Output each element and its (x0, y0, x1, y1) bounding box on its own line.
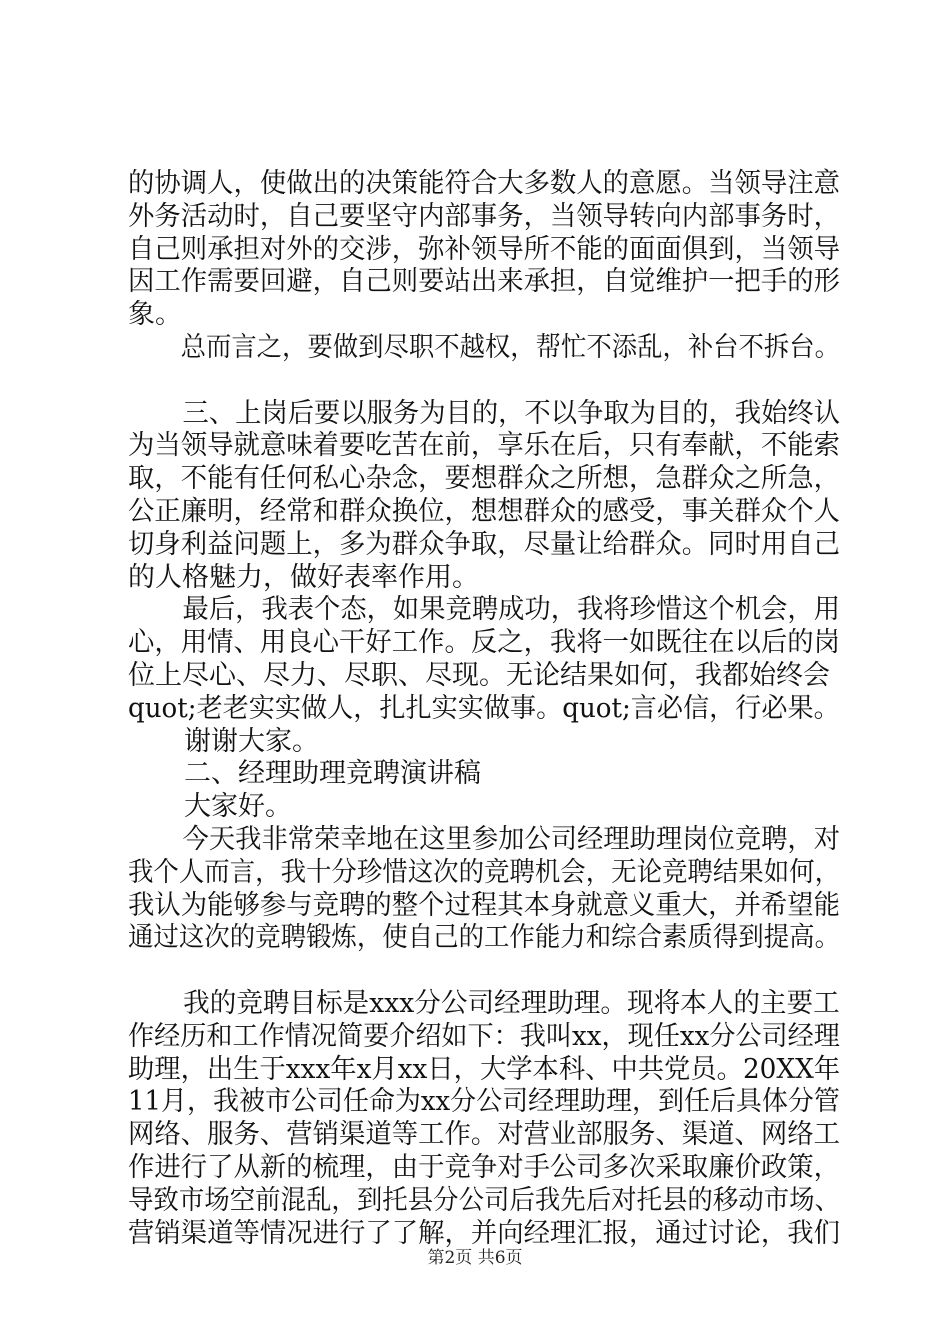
body-line: 总而言之，要做到尽职不越权，帮忙不添乱，补台不拆台。 (180, 331, 840, 363)
body-line: 取，不能有任何私心杂念，要想群众之所想，急群众之所急， (128, 463, 841, 495)
body-line: 今天我非常荣幸地在这里参加公司经理助理岗位竞聘，对 (182, 823, 840, 855)
body-line: 作经历和工作情况简要介绍如下：我叫xx，现任xx分公司经理 (128, 1020, 840, 1052)
body-line: 象。 (128, 299, 182, 331)
body-line: 我个人而言，我十分珍惜这次的竞聘机会，无论竞聘结果如何， (128, 856, 841, 888)
page-footer: 第2页 共6页 (427, 1248, 523, 1268)
body-line: 11月，我被市公司任命为xx分公司经理助理，到任后具体分管 (128, 1086, 840, 1118)
body-line: 公正廉明，经常和群众换位，想想群众的感受，事关群众个人 (128, 495, 841, 527)
section-heading: 二、经理助理竞聘演讲稿 (184, 758, 481, 790)
body-line: 心，用情、用良心干好工作。反之，我将一如既往在以后的岗 (128, 627, 841, 659)
body-line: 导致市场空前混乱，到托县分公司后我先后对托县的移动市场、 (128, 1184, 841, 1216)
body-line: 我的竞聘目标是xxx分公司经理助理。现将本人的主要工 (183, 987, 840, 1019)
paragraph-gap (128, 955, 840, 988)
body-line: 为当领导就意味着要吃苦在前，享乐在后，只有奉献，不能索 (128, 430, 841, 462)
body-line: 大家好。 (184, 791, 292, 823)
body-line: quot;老老实实做人，扎扎实实做事。quot;言必信，行必果。 (128, 692, 840, 724)
body-line: 的协调人，使做出的决策能符合大多数人的意愿。当领导注意 (128, 168, 841, 199)
body-line: 网络、服务、营销渠道等工作。对营业部服务、渠道、网络工 (128, 1119, 841, 1151)
body-line: 自己则承担对外的交涉，弥补领导所不能的面面俱到，当领导 (128, 233, 841, 265)
body-line: 因工作需要回避，自己则要站出来承担，自觉维护一把手的形 (128, 266, 841, 298)
body-line: 三、上岗后要以服务为目的，不以争取为目的，我始终认 (182, 397, 840, 429)
body-line: 谢谢大家。 (184, 725, 319, 757)
body-line: 最后，我表个态，如果竞聘成功，我将珍惜这个机会，用 (182, 594, 840, 626)
body-line: 位上尽心、尽力、尽职、尽现。无论结果如何，我都始终会 (128, 659, 830, 691)
body-line: 通过这次的竞聘锻炼，使自己的工作能力和综合素质得到提高。 (128, 922, 841, 954)
body-line: 切身利益问题上，多为群众争取，尽量让给群众。同时用自己 (128, 528, 841, 560)
paragraph-gap (128, 365, 840, 398)
body-line: 营销渠道等情况进行了了解，并向经理汇报，通过讨论，我们 (128, 1217, 841, 1249)
body-line: 的人格魅力，做好表率作用。 (128, 561, 479, 593)
body-line: 作进行了从新的梳理，由于竞争对手公司多次采取廉价政策， (128, 1151, 841, 1183)
body-line: 我认为能够参与竞聘的整个过程其本身就意义重大，并希望能 (128, 889, 841, 921)
document-body (128, 168, 840, 1250)
body-line: 外务活动时，自己要坚守内部事务，当领导转向内部事务时， (128, 200, 841, 232)
body-line: 助理，出生于xxx年x月xx日，大学本科、中共党员。20XX年 (128, 1053, 841, 1085)
